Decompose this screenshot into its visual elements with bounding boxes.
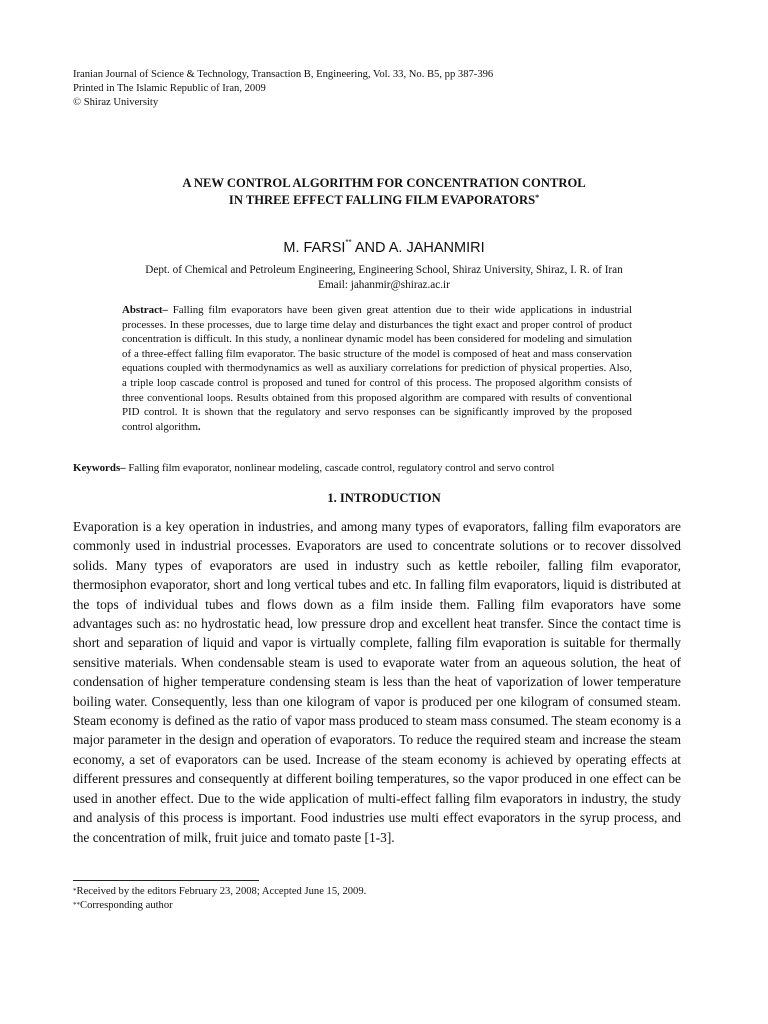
- copyright-line: © Shiraz University: [73, 97, 159, 108]
- abstract-text: Falling film evaporators have been given great attention due to their wide applications in industrial processes. In these processes, due to large time delay and disturbances the tight exact and proper control of product concentration is difficult. In this study, a nonlinear dynamic model has been considered for modeling and simulation of a three-effect falling film evaporator. The basic structure of the model is composed of heat and mass conservation equations coupled with thermodynamics as well as auxiliary correlations for prediction of physical properties. Also, a triple loop cascade control is proposed and tuned for control of this process. The proposed algorithm consists of three conventional loops. Results obtained from this proposed algorithm are compared with results of conventional PID control. It is shown that the regulatory and servo responses can be significantly improved by the proposed control algorithm: [122, 304, 632, 433]
- footnotes: [73, 885, 366, 913]
- title-line-2-text: IN THREE EFFECT FALLING FILM EVAPORATORS: [228, 193, 536, 207]
- footnote-corresponding: [73, 899, 366, 913]
- keywords-label: Keywords–: [73, 462, 126, 474]
- abstract-label: Abstract–: [122, 304, 168, 316]
- author-connector: AND: [351, 240, 389, 256]
- footnote-received: [73, 885, 366, 899]
- paper-title: [0, 175, 768, 209]
- author-1-footnote-marker: **: [345, 238, 352, 247]
- keywords-text: Falling film evaporator, nonlinear modeling, cascade control, regulatory control and servo control: [125, 462, 555, 474]
- introduction-paragraph: Evaporation is a key operation in industries, and among many types of evaporators, falling film evaporators are commonly used in industrial processes. Evaporators are used to concentrate solutions or to recover dissolved solids. Many types of evaporators are used in industry such as kettle reboiler, falling film evaporator, thermosiphon evaporator, short and long vertical tubes and etc. In falling film evaporators, liquid is distributed at the tops of individual tubes and flows down as a film inside them. Falling film evaporators have some advantages such as: no hydrostatic head, low pressure drop and excellent heat transfer. Since the contact time is short and separation of liquid and vapor is virtually complete, falling film evaporation is suitable for thermally sensitive materials. When condensable steam is used to evaporate water from an aqueous solution, the heat of condensation of higher temperature condensing steam is less than the heat of vaporization of lower temperature boiling water. Consequently, less than one kilogram of vapor is produced per one kilogram of consumed steam. Steam economy is defined as the ratio of vapor mass produced to steam mass consumed. The steam economy is a major parameter in the design and operation of evaporators. To reduce the required steam and increase the steam economy, a set of evaporators can be used. Increase of the steam economy is achieved by operating effects at different pressures and consequently at different boiling temperatures, so the vapor produced in one effect can be used in another effect. Due to the wide application of multi-effect falling film evaporators in industry, the study and analysis of this process is important. Food industries use multi effect evaporators in the syrup process, and the concentration of milk, fruit juice and tomato paste [1-3].: [73, 519, 681, 845]
- footnote-2-text: Corresponding author: [80, 900, 173, 911]
- journal-citation: Iranian Journal of Science & Technology, Transaction B, Engineering, Vol. 33, No. B5, pp 387-396: [73, 69, 494, 80]
- title-footnote-marker: *: [535, 193, 540, 202]
- footnote-1-marker: *: [73, 887, 77, 895]
- footnote-2-marker: **: [73, 901, 80, 909]
- author-2: A. JAHANMIRI: [388, 240, 485, 256]
- affiliation: [0, 263, 768, 292]
- affiliation-department: Dept. of Chemical and Petroleum Engineering, Engineering School, Shiraz University, Shiraz, I. R. of Iran: [145, 264, 623, 276]
- author-list: [0, 240, 768, 256]
- footnote-divider: [73, 880, 259, 881]
- section-heading-introduction: 1. INTRODUCTION: [327, 491, 441, 505]
- abstract: [122, 303, 632, 434]
- printed-in-line: Printed in The Islamic Republic of Iran, 2009: [73, 83, 266, 94]
- title-line-1: A NEW CONTROL ALGORITHM FOR CONCENTRATION CONTROL: [182, 176, 586, 190]
- abstract-end-period: .: [197, 420, 201, 433]
- journal-header: [73, 68, 493, 110]
- affiliation-email: Email: jahanmir@shiraz.ac.ir: [318, 278, 450, 291]
- title-line-2: [0, 192, 768, 209]
- footnote-1-text: Received by the editors February 23, 2008; Accepted June 15, 2009.: [76, 886, 367, 897]
- keywords: [73, 461, 693, 475]
- author-1: M. FARSI: [283, 240, 346, 256]
